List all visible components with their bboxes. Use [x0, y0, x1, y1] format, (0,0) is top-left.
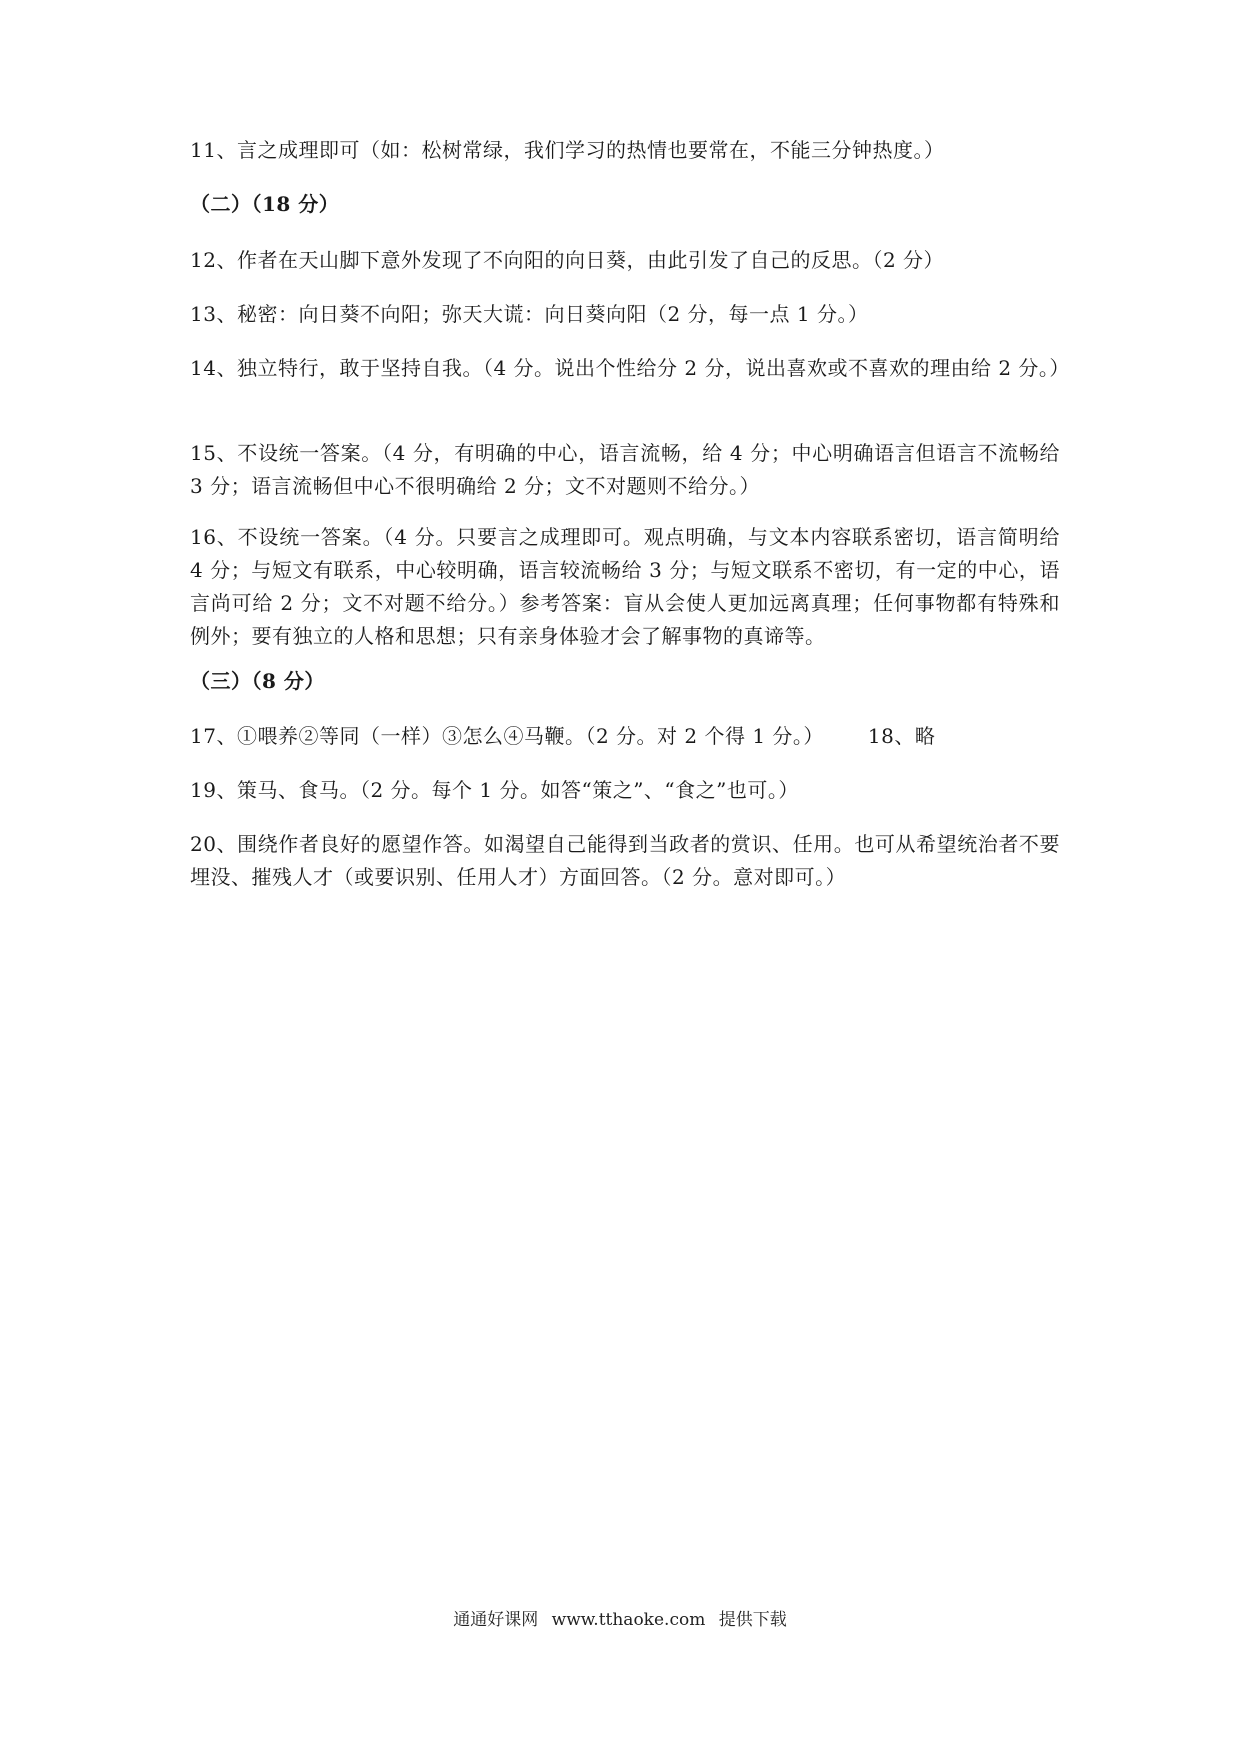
answer-13: 13、秘密：向日葵不向阳；弥天大谎：向日葵向阳（2 分，每一点 1 分。） [190, 302, 869, 326]
page-footer [0, 1608, 1240, 1632]
answer-20: 20、围绕作者良好的愿望作答。如渴望自己能得到当政者的赏识、任用。也可从希望统治者不要埋没、摧残人才（或要识别、任用人才）方面回答。（2 分。意对即可。） [190, 832, 1060, 889]
answer-18: 18、略 [867, 724, 936, 748]
answer-11: 11、言之成理即可（如：松树常绿，我们学习的热情也要常在，不能三分钟热度。） [190, 138, 945, 162]
footer-suffix: 提供下载 [718, 1610, 787, 1630]
section-2-heading: （二）（18 分） [190, 192, 340, 216]
answer-17: 17、①喂养②等同（一样）③怎么④马鞭。（2 分。对 2 个得 1 分。） [190, 724, 824, 748]
footer-url[interactable]: www.tthaoke.com [551, 1610, 706, 1630]
section-3-heading: （三）（8 分） [190, 669, 325, 693]
answer-14: 14、独立特行，敢于坚持自我。（4 分。说出个性给分 2 分，说出喜欢或不喜欢的理由给 2 分。） [190, 356, 1070, 380]
footer-site-name: 通通好课网 [453, 1610, 539, 1630]
answer-16: 16、不设统一答案。（4 分。只要言之成理即可。观点明确，与文本内容联系密切，语言简明给 4 分；与短文有联系，中心较明确，语言较流畅给 3 分；与短文联系不密切，有一定的中心，语言尚可给 2 分；文不对题不给分。）参考答案：盲从会使人更加远离真理；任何事物都有特殊和例外；要有独立的人格和思想；只有亲身体验才会了解事物的真谛等。 [190, 525, 1060, 648]
answer-17-18-row [190, 720, 1060, 753]
answer-19: 19、策马、食马。（2 分。每个 1 分。如答“策之”、“食之”也可。） [190, 778, 799, 802]
answer-12: 12、作者在天山脚下意外发现了不向阳的向日葵，由此引发了自己的反思。（2 分） [190, 248, 945, 272]
answer-15: 15、不设统一答案。（4 分，有明确的中心，语言流畅，给 4 分；中心明确语言但语言不流畅给 3 分；语言流畅但中心不很明确给 2 分；文不对题则不给分。） [190, 441, 1060, 498]
